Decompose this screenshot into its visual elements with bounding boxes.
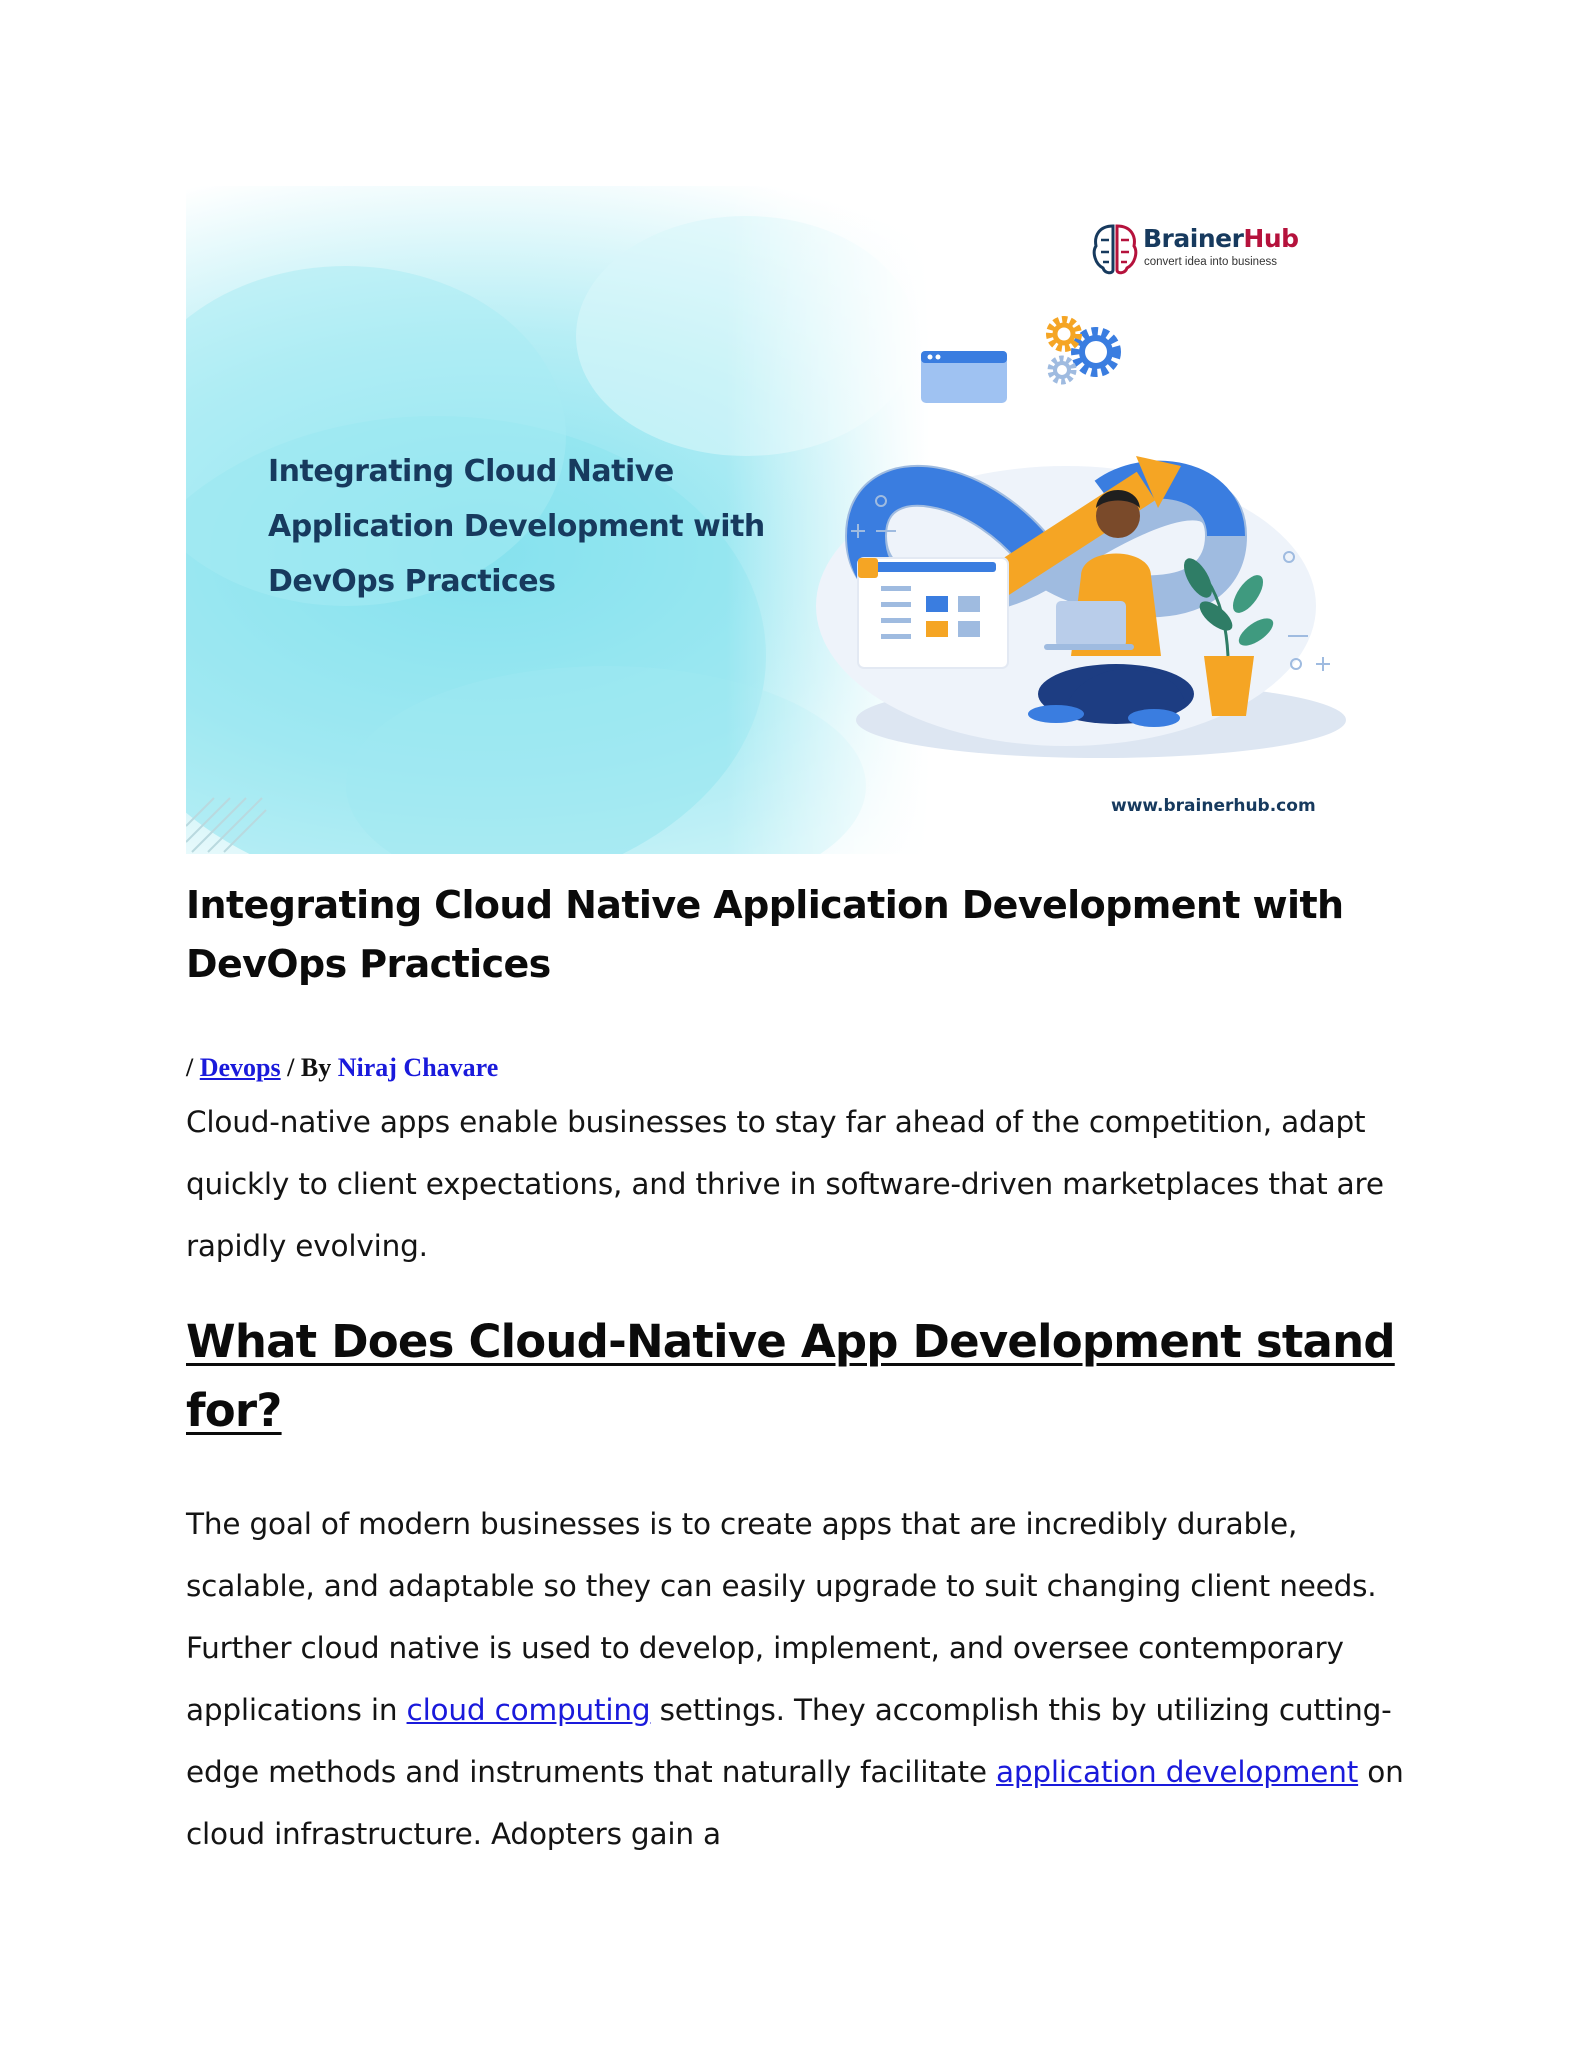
brand-name: BrainerHub: [1143, 224, 1299, 253]
brainerhub-logo: [1091, 222, 1361, 282]
brain-icon: [1091, 222, 1139, 276]
section-heading: What Does Cloud-Native App Development stand for?: [186, 1315, 1395, 1437]
meta-separator: / By: [280, 1053, 338, 1082]
article-meta: [186, 1053, 498, 1083]
article-title: Integrating Cloud Native Application Development with DevOps Practices: [186, 883, 1344, 986]
intro-paragraph: Cloud-native apps enable businesses to stay far ahead of the competition, adapt quickly to client expectations, and thrive in software-driven marketplaces that are rapidly evolving.: [186, 1105, 1384, 1263]
body-text-part1: The goal of modern businesses is to create apps that are incredibly durable, scalable, and adaptable so they can easily upgrade to suit changing client needs. Further cloud native is used to develop, implement, and oversee contemporary applications in: [186, 1507, 1377, 1727]
body-paragraph: [186, 1493, 1416, 1865]
banner-website: www.brainerhub.com: [1111, 796, 1316, 816]
hero-banner-image: [186, 186, 1386, 854]
author-link[interactable]: Niraj Chavare: [337, 1053, 499, 1082]
application-development-link[interactable]: application development: [996, 1755, 1359, 1789]
meta-prefix: /: [186, 1053, 200, 1082]
brand-tagline: convert idea into business: [1144, 256, 1277, 268]
cloud-computing-link[interactable]: cloud computing: [406, 1693, 651, 1727]
banner-headline: Integrating Cloud Native Application Development with DevOps Practices: [268, 454, 765, 599]
body-text-part3: on cloud infrastructure. Adopters gain a: [186, 1755, 1404, 1851]
body-text-part2: settings. They accomplish this by utilizing cutting-edge methods and instruments that naturally facilitate: [186, 1693, 1392, 1789]
category-link[interactable]: Devops: [199, 1053, 281, 1082]
